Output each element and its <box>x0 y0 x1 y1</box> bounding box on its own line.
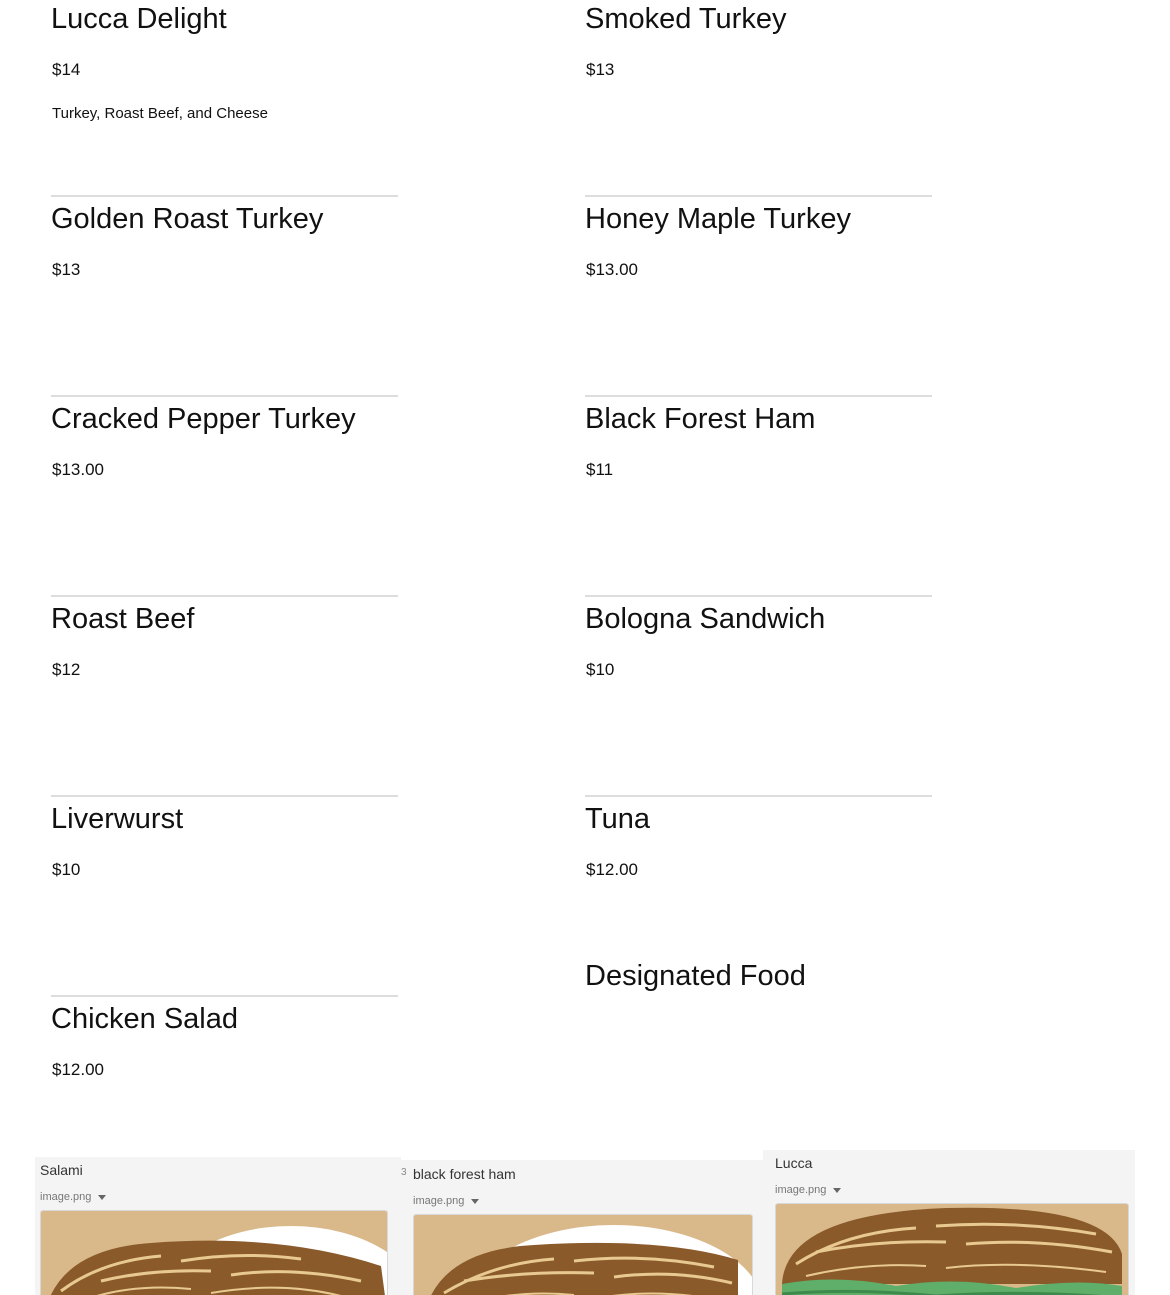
item-divider <box>51 195 398 197</box>
file-name: image.png <box>413 1195 465 1207</box>
chevron-down-icon <box>833 1188 841 1193</box>
file-name-dropdown[interactable] <box>413 1194 479 1208</box>
section-heading-designated-food: Designated Food <box>585 960 806 992</box>
item-name: Tuna <box>585 803 651 835</box>
item-name: Roast Beef <box>51 603 195 635</box>
item-name: Liverwurst <box>51 803 184 835</box>
item-price: $13 <box>586 60 615 79</box>
item-name: Bologna Sandwich <box>585 603 826 635</box>
item-divider <box>585 795 932 797</box>
file-name-dropdown[interactable] <box>775 1183 841 1197</box>
photo-caption: Salami <box>40 1162 83 1178</box>
item-price: $10 <box>586 660 615 679</box>
item-divider <box>585 595 932 597</box>
file-name: image.png <box>40 1191 92 1203</box>
item-name: Golden Roast Turkey <box>51 203 324 235</box>
item-name: Black Forest Ham <box>585 403 816 435</box>
item-name: Chicken Salad <box>51 1003 238 1035</box>
item-price: $12.00 <box>52 1060 104 1079</box>
item-price: $11 <box>586 460 614 479</box>
photo-card-lucca[interactable] <box>763 1150 1135 1295</box>
item-name: Smoked Turkey <box>585 3 787 35</box>
item-price: $12 <box>52 660 81 679</box>
file-name-dropdown[interactable] <box>40 1190 106 1204</box>
item-divider <box>51 595 398 597</box>
item-divider <box>585 395 932 397</box>
item-name: Lucca Delight <box>51 3 227 35</box>
photo-caption: black forest ham <box>413 1166 516 1182</box>
item-divider <box>585 195 932 197</box>
item-price: $12.00 <box>586 860 638 879</box>
sandwich-photo <box>775 1203 1129 1295</box>
file-name: image.png <box>775 1184 827 1196</box>
sandwich-photo <box>413 1214 753 1295</box>
item-description: Turkey, Roast Beef, and Cheese <box>52 105 268 122</box>
item-divider <box>51 995 398 997</box>
item-name: Cracked Pepper Turkey <box>51 403 356 435</box>
item-price: $13.00 <box>52 460 104 479</box>
clipped-caption-fragment: 3 <box>401 1167 407 1178</box>
item-price: $14 <box>52 60 81 79</box>
item-price: $13 <box>52 260 81 279</box>
chevron-down-icon <box>471 1199 479 1204</box>
chevron-down-icon <box>98 1195 106 1200</box>
photo-card-salami[interactable] <box>35 1157 401 1295</box>
item-price: $10 <box>52 860 81 879</box>
item-divider <box>51 795 398 797</box>
item-divider <box>51 395 398 397</box>
item-price: $13.00 <box>586 260 638 279</box>
sandwich-image <box>414 1215 752 1295</box>
photo-card-black-forest-ham[interactable] <box>401 1160 763 1295</box>
item-name: Honey Maple Turkey <box>585 203 851 235</box>
photo-caption: Lucca <box>775 1155 813 1171</box>
sandwich-photo <box>40 1210 388 1295</box>
sandwich-image <box>41 1211 387 1295</box>
sandwich-image <box>776 1204 1128 1295</box>
